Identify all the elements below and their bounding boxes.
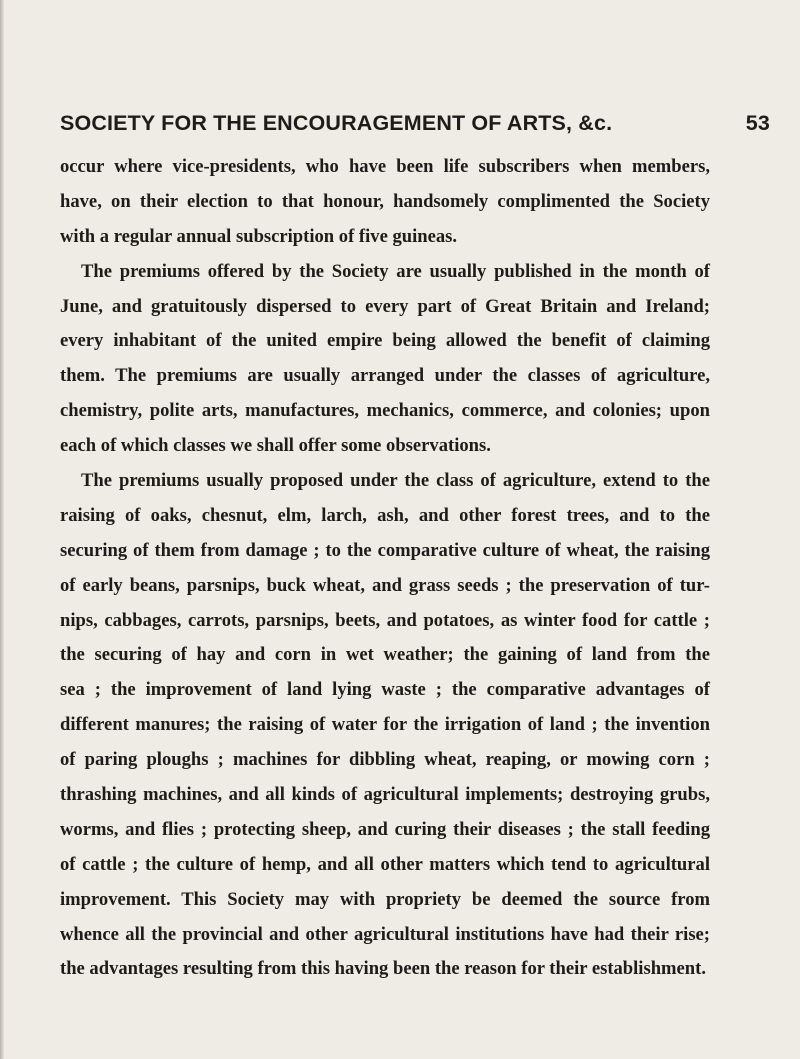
text-line: sea ; the improvement of land lying waste ; the comparative advantages of <box>60 679 710 701</box>
text-line: of paring ploughs ; machines for dibbling wheat, reaping, or mowing corn ; <box>60 749 710 771</box>
page-number: 53 <box>745 111 770 135</box>
text-line: of cattle ; the culture of hemp, and all other matters which tend to agricultural <box>60 853 710 875</box>
text-line: securing of them from damage ; to the comparative culture of wheat, the raising <box>60 539 710 561</box>
text-line: every inhabitant of the united empire being allowed the benefit of claiming <box>60 330 710 352</box>
text-line: The premiums offered by the Society are usually published in the month of <box>81 260 710 282</box>
text-line: improvement. This Society may with propriety be deemed the source from <box>60 888 710 910</box>
text-line: nips, cabbages, carrots, parsnips, beets, and potatoes, as winter food for cattle ; <box>60 609 710 631</box>
text-line: each of which classes we shall offer some observations. <box>60 435 491 457</box>
page-edge <box>0 0 4 1059</box>
text-line: with a regular annual subscription of five guineas. <box>60 225 458 247</box>
running-head <box>60 111 770 141</box>
text-line: occur where vice-presidents, who have been life subscribers when members, <box>60 156 710 177</box>
text-line: whence all the provincial and other agricultural institutions have had their rise; <box>60 923 710 945</box>
text-line: the advantages resulting from this having been the reason for their establishment. <box>60 958 706 980</box>
text-line: raising of oaks, chesnut, elm, larch, ash, and other forest trees, and to the <box>60 504 710 526</box>
text-line: them. The premiums are usually arranged under the classes of agriculture, <box>60 365 710 387</box>
text-line: thrashing machines, and all kinds of agricultural implements; destroying grubs, <box>60 784 710 806</box>
text-line: chemistry, polite arts, manufactures, mechanics, commerce, and colonies; upon <box>60 400 710 422</box>
body-text <box>60 150 710 987</box>
text-line: of early beans, parsnips, buck wheat, and grass seeds ; the preservation of tur- <box>60 574 710 596</box>
running-head-title: SOCIETY FOR THE ENCOURAGEMENT OF ARTS, &c. <box>60 111 613 135</box>
text-line: worms, and flies ; protecting sheep, and curing their diseases ; the stall feeding <box>60 818 710 840</box>
text-line: the securing of hay and corn in wet weather; the gaining of land from the <box>60 644 710 666</box>
text-line: different manures; the raising of water for the irrigation of land ; the invention <box>60 714 710 736</box>
text-line: The premiums usually proposed under the class of agriculture, extend to the <box>81 470 710 492</box>
text-line: have, on their election to that honour, handsomely complimented the Society <box>60 190 710 212</box>
text-line: June, and gratuitously dispersed to every part of Great Britain and Ireland; <box>60 295 710 317</box>
